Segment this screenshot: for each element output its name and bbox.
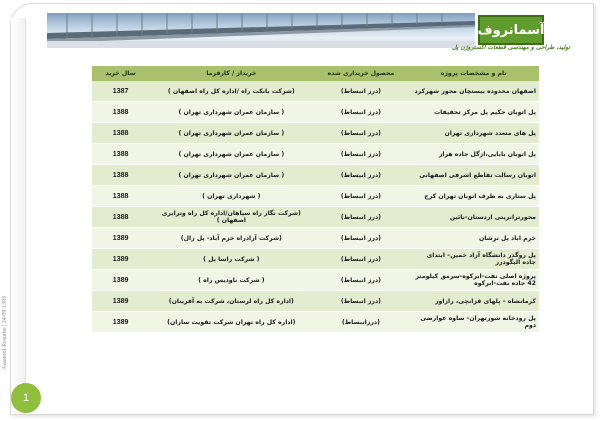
cell-buyer: ( شهرداری تهران ) [149, 186, 313, 207]
cell-name: پل های متعدد شهرداری تهران [408, 123, 539, 144]
cell-name: پل اتوبان بابایی،ازگل جاده هراز [408, 144, 539, 165]
bridge-image [47, 13, 475, 48]
cell-buyer: ( سازمان عمران شهرداری تهران ) [149, 102, 313, 123]
cell-buyer: (اداره کل راه تهران شرکت تقویت سازان) [149, 312, 313, 333]
cell-year: 1388 [92, 123, 149, 144]
header-name: نام و مشخصات پروژه [408, 66, 539, 81]
table-header-row [92, 66, 539, 81]
table-row [92, 102, 539, 123]
cell-buyer: (شرکت آزادراه خرم آباد- پل زال) [149, 228, 313, 249]
table-row [92, 291, 539, 312]
table-row [92, 81, 539, 102]
cell-name: پل ستاری به طرف اتوبان تهران کرج [408, 186, 539, 207]
cell-product: (درز انبساط) [313, 228, 408, 249]
cell-year: 1389 [92, 312, 149, 333]
cell-year: 1388 [92, 102, 149, 123]
cell-product: (درز انبساط) [313, 270, 408, 291]
cell-year: 1389 [92, 291, 149, 312]
cell-name: پل روگذر دانشگاه آزاد خمین– ابتدای جاده الیگودرز [408, 249, 539, 270]
page-number-badge: 1 [11, 383, 41, 413]
table-row [92, 270, 539, 291]
cell-year: 1388 [92, 186, 149, 207]
table-row [92, 228, 539, 249]
header-banner-image [47, 13, 475, 48]
cell-name: اصفهان محدوده بیستچان محور شهرکرد [408, 81, 539, 102]
cell-buyer: ( سازمان عمران شهرداری تهران ) [149, 123, 313, 144]
cell-buyer: ( سازمان عمران شهرداری تهران ) [149, 165, 313, 186]
brand-tagline: تولید، طراحی و مهندسی قطعات اکستروژن پل [452, 44, 570, 51]
cell-product: (درز انبساط) [313, 81, 408, 102]
cell-buyer: ( سازمان عمران شهرداری تهران ) [149, 144, 313, 165]
table-row [92, 207, 539, 228]
cell-buyer: ( شرکت ناودیس راه ) [149, 270, 313, 291]
cell-year: 1388 [92, 165, 149, 186]
cell-product: (درز انبساط) [313, 123, 408, 144]
table-row [92, 249, 539, 270]
cell-buyer: (اداره کل راه لرستان، شرکت به آفرینان) [149, 291, 313, 312]
cell-year: 1389 [92, 228, 149, 249]
cell-name: خرم اباد پل ترشان [408, 228, 539, 249]
table-row [92, 123, 539, 144]
brand-logo: آسمانروف [478, 15, 544, 45]
header-buyer: خریدار / کارفرما [149, 66, 313, 81]
cell-buyer: (شرکت بانکت راه /اداره کل راه اصفهان ) [149, 81, 313, 102]
cell-name: کرمانشاه – پلهای قزانچی، رازاور [408, 291, 539, 312]
projects-table [92, 66, 539, 333]
cell-name: اتوبان رسالت تقاطع اشرفی اصفهانی [408, 165, 539, 186]
cell-name: پروژه اصلی نفت-ابرکوه-سرمق کیلومتر 42 جاده نفت-ابرکوه [408, 270, 539, 291]
table-body [92, 81, 539, 333]
cell-year: 1388 [92, 207, 149, 228]
header-product: محصول خریداری شده [313, 66, 408, 81]
table-row [92, 165, 539, 186]
cell-product: (درزانبساط) [313, 312, 408, 333]
table-row [92, 312, 539, 333]
table-row [92, 186, 539, 207]
cell-product: (درز انبساط) [313, 207, 408, 228]
cell-year: 1388 [92, 144, 149, 165]
cell-product: (درز انبساط) [313, 102, 408, 123]
cell-product: (درز انبساط) [313, 249, 408, 270]
cell-product: (درز انبساط) [313, 291, 408, 312]
cell-name: پل رودخانه شورتهران- ساوه عوارضی دوم [408, 312, 539, 333]
header-year: سال خرید [92, 66, 149, 81]
cell-product: (درز انبساط) [313, 144, 408, 165]
cell-name: پل اتوبان حکیم پل مرکز تحقیقات [408, 102, 539, 123]
cell-buyer: ( شرکت راسا پل ) [149, 249, 313, 270]
cell-year: 1389 [92, 270, 149, 291]
cell-year: 1389 [92, 249, 149, 270]
cell-product: (درز انبساط) [313, 186, 408, 207]
cell-name: محورترانزیتی اردستان-نائین [408, 207, 539, 228]
table-row [92, 144, 539, 165]
footer-side-text: Assanrof Resume | 24/09/1393 [2, 295, 8, 370]
cell-year: 1387 [92, 81, 149, 102]
cell-buyer: (شرکت نگار راه سپاهان/اداره کل راه وترابری اصفهان ) [149, 207, 313, 228]
cell-product: (درز انبساط) [313, 165, 408, 186]
